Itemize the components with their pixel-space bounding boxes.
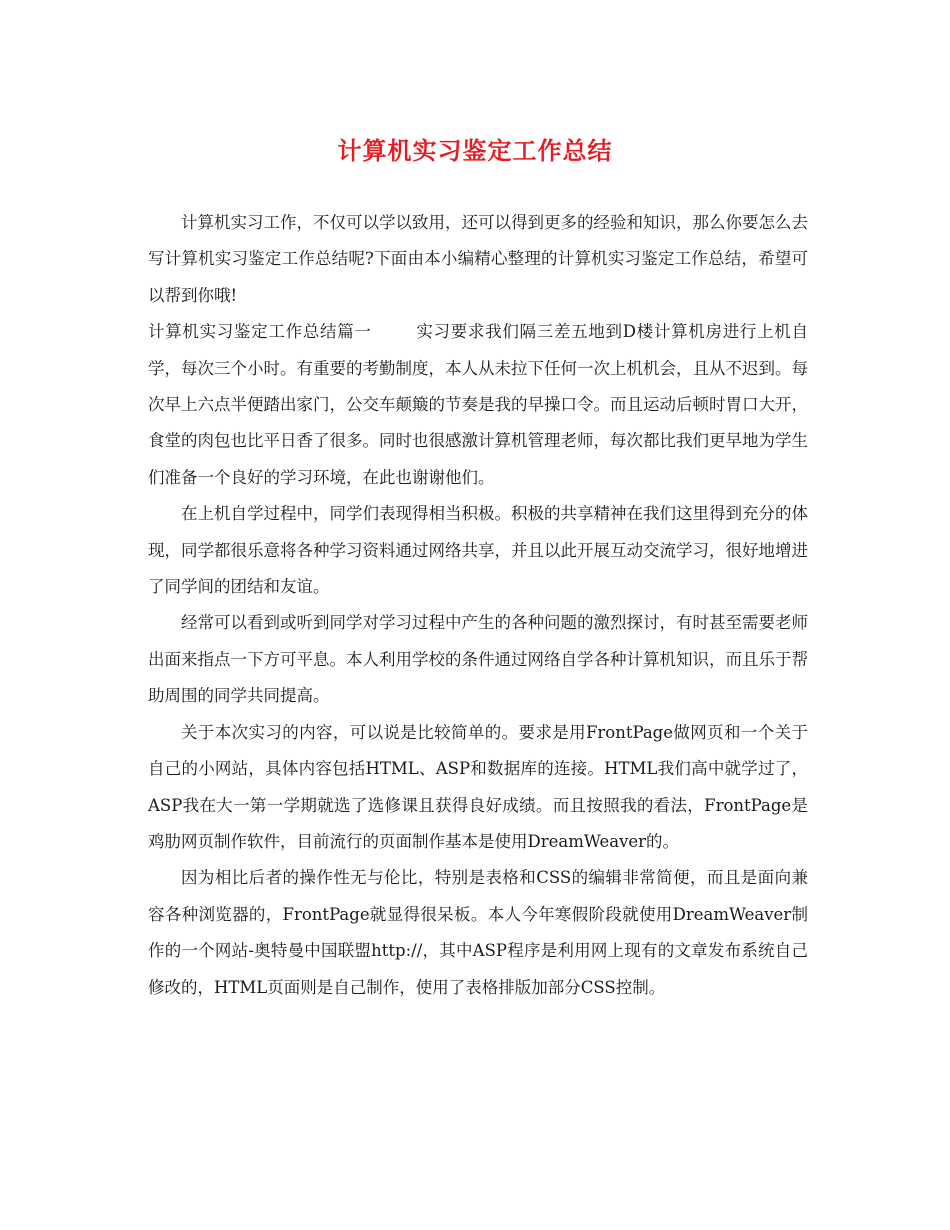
document-title: 计算机实习鉴定工作总结	[337, 136, 613, 165]
body-paragraph: 因为相比后者的操作性无与伦比，特别是表格和CSS的编辑非常简便，而且是面向兼容各种浏览器的，FrontPage就显得很呆板。本人今年寒假阶段就使用DreamWeaver制作的一个网站-奥特曼中国联盟http://，其中ASP程序是利用网上现有的文章发布系统自己修改的，HTML页面则是自己制作，使用了表格排版加部分CSS控制。	[148, 868, 808, 997]
document-body	[148, 205, 808, 1006]
intro-paragraph: 计算机实习工作，不仅可以学以致用，还可以得到更多的经验和知识，那么你要怎么去写计算机实习鉴定工作总结呢?下面由本小编精心整理的计算机实习鉴定工作总结，希望可以帮到你哦!	[148, 213, 808, 305]
section-one-paragraph	[148, 314, 808, 496]
body-paragraph: 关于本次实习的内容，可以说是比较简单的。要求是用FrontPage做网页和一个关于自己的小网站，具体内容包括HTML、ASP和数据库的连接。HTML我们高中就学过了，ASP我在大一第一学期就选了选修课且获得良好成绩。而且按照我的看法，FrontPage是鸡肋网页制作软件，目前流行的页面制作基本是使用DreamWeaver的。	[148, 722, 808, 851]
section-first-text: 实习要求我们隔三差五地到D楼计算机房进行上机自学，每次三个小时。有重要的考勤制度，本人从未拉下任何一次上机机会，且从不迟到。每次早上六点半便踏出家门，公交车颠簸的节奏是我的早操口令。而且运动后顿时胃口大开，食堂的肉包也比平日香了很多。同时也很感激计算机管理老师，每次都比我们更早地为学生们准备一个良好的学习环境，在此也谢谢他们。	[148, 322, 808, 487]
body-paragraph: 经常可以看到或听到同学对学习过程中产生的各种问题的激烈探讨，有时甚至需要老师出面来指点一下方可平息。本人利用学校的条件通过网络自学各种计算机知识，而且乐于帮助周围的同学共同提高。	[148, 613, 808, 706]
body-paragraph: 在上机自学过程中，同学们表现得相当积极。积极的共享精神在我们这里得到充分的体现，同学都很乐意将各种学习资料通过网络共享，并且以此开展互动交流学习，很好地增进了同学间的团结和友谊。	[148, 504, 808, 597]
section-heading: 计算机实习鉴定工作总结篇一	[148, 322, 372, 342]
